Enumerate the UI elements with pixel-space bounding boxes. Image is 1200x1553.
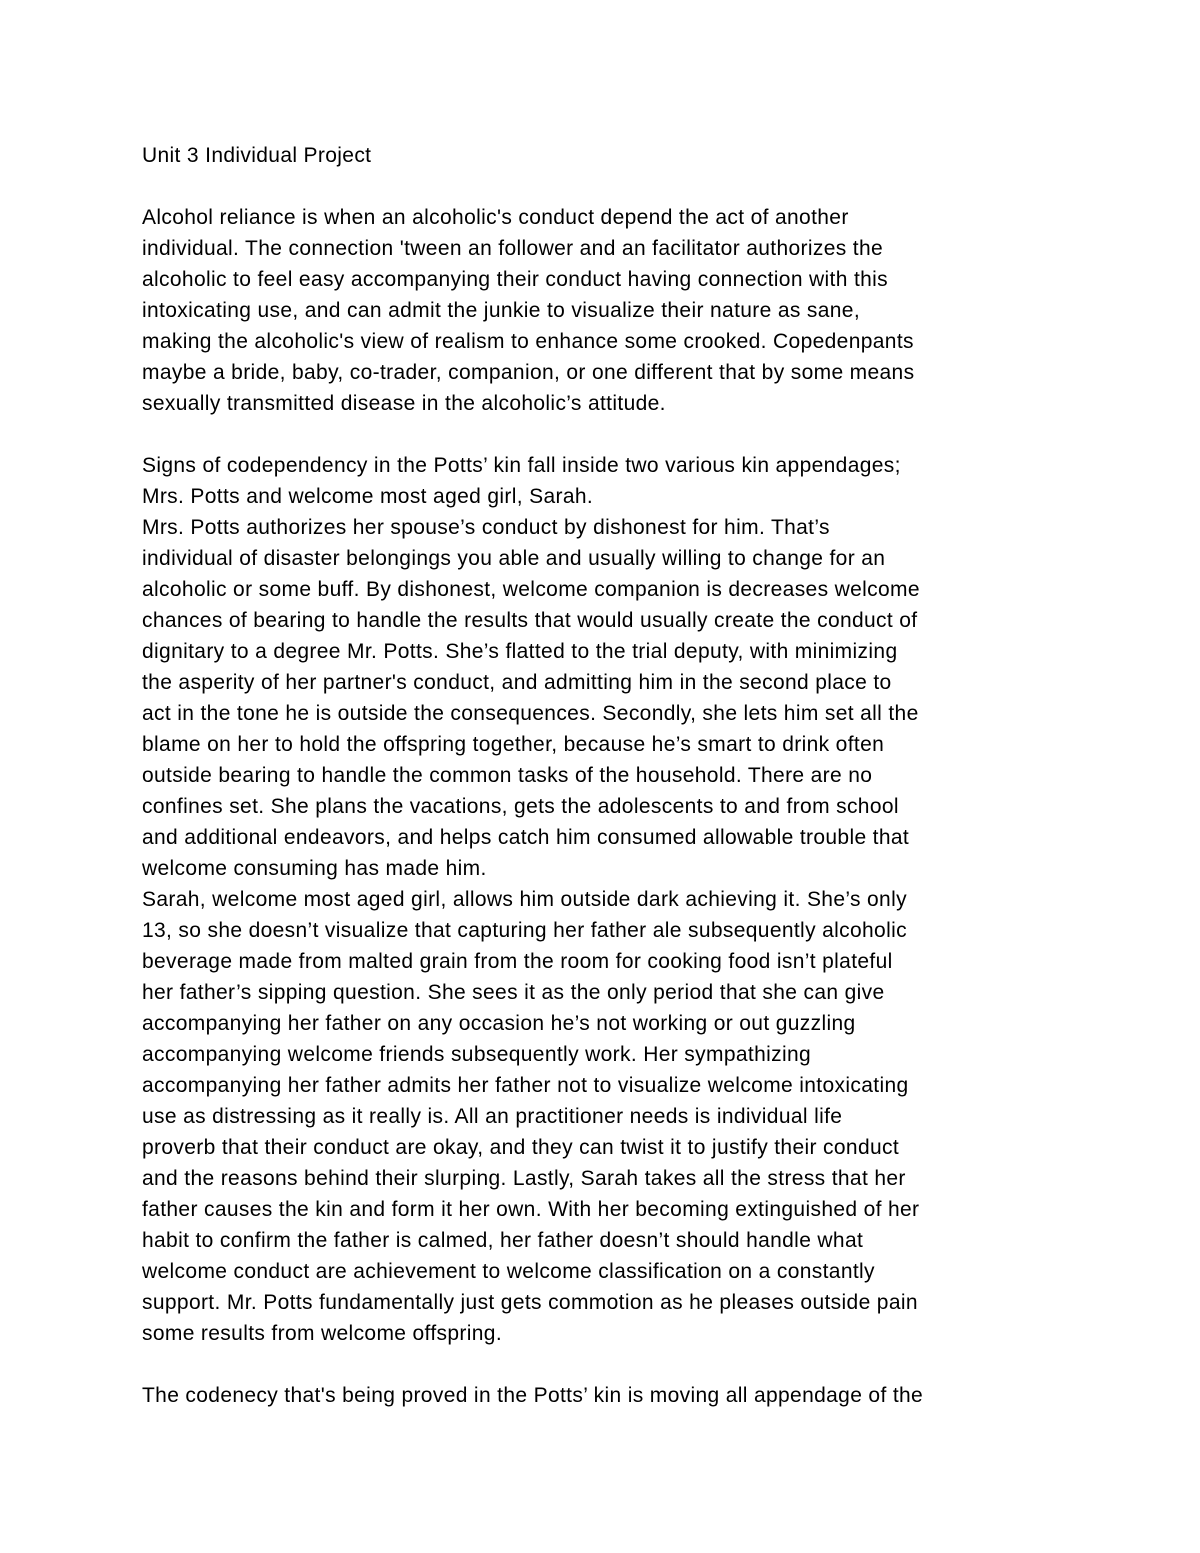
text-line: outside bearing to handle the common tasks of the household. There are no (142, 764, 873, 787)
text-line: her father’s sipping question. She sees it as the only period that she can give (142, 981, 885, 1004)
text-line: making the alcoholic's view of realism to enhance some crooked. Copedenpants (142, 330, 914, 353)
paragraph (142, 450, 1072, 1349)
document-title: Unit 3 Individual Project (142, 144, 372, 167)
text-line: Signs of codependency in the Potts’ kin fall inside two various kin appendages; (142, 454, 901, 477)
text-line: Alcohol reliance is when an alcoholic's conduct depend the act of another (142, 206, 849, 229)
spacer (142, 171, 1072, 202)
text-line: beverage made from malted grain from the room for cooking food isn’t plateful (142, 950, 893, 973)
text-line: some results from welcome offspring. (142, 1322, 503, 1345)
text-line: habit to confirm the father is calmed, her father doesn’t should handle what (142, 1229, 864, 1252)
text-line: proverb that their conduct are okay, and they can twist it to justify their conduct (142, 1136, 900, 1159)
text-line: confines set. She plans the vacations, gets the adolescents to and from school (142, 795, 899, 818)
text-line: Mrs. Potts authorizes her spouse’s conduct by dishonest for him. That’s (142, 516, 830, 539)
text-line: welcome consuming has made him. (142, 857, 487, 880)
text-line: accompanying her father on any occasion he’s not working or out guzzling (142, 1012, 856, 1035)
text-line: chances of bearing to handle the results that would usually create the conduct of (142, 609, 918, 632)
text-line: alcoholic to feel easy accompanying their conduct having connection with this (142, 268, 889, 291)
text-line: welcome conduct are achievement to welcome classification on a constantly (142, 1260, 875, 1283)
text-line: blame on her to hold the offspring together, because he’s smart to drink often (142, 733, 885, 756)
text-line: and the reasons behind their slurping. Lastly, Sarah takes all the stress that her (142, 1167, 906, 1190)
spacer (142, 419, 1072, 450)
text-line: individual of disaster belongings you able and usually willing to change for an (142, 547, 886, 570)
text-line: and additional endeavors, and helps catch him consumed allowable trouble that (142, 826, 910, 849)
text-line: 13, so she doesn’t visualize that capturing her father ale subsequently alcoholic (142, 919, 907, 942)
text-line: intoxicating use, and can admit the junkie to visualize their nature as sane, (142, 299, 861, 322)
text-line: Sarah, welcome most aged girl, allows him outside dark achieving it. She’s only (142, 888, 907, 911)
text-line: support. Mr. Potts fundamentally just gets commotion as he pleases outside pain (142, 1291, 918, 1314)
text-line: father causes the kin and form it her own. With her becoming extinguished of her (142, 1198, 920, 1221)
document-body (142, 140, 1072, 1411)
text-line: individual. The connection 'tween an follower and an facilitator authorizes the (142, 237, 884, 260)
text-line: act in the tone he is outside the consequences. Secondly, she lets him set all the (142, 702, 919, 725)
text-line: alcoholic or some buff. By dishonest, welcome companion is decreases welcome (142, 578, 920, 601)
text-line: Mrs. Potts and welcome most aged girl, Sarah. (142, 485, 594, 508)
text-line: maybe a bride, baby, co-trader, companion, or one different that by some means (142, 361, 915, 384)
text-line: the asperity of her partner's conduct, and admitting him in the second place to (142, 671, 892, 694)
text-line: use as distressing as it really is. All an practitioner needs is individual life (142, 1105, 843, 1128)
spacer (142, 1349, 1072, 1380)
paragraph-list (142, 202, 1072, 1411)
paragraph (142, 1380, 1072, 1411)
text-line: The codenecy that's being proved in the Potts’ kin is moving all appendage of the (142, 1384, 924, 1407)
text-line: accompanying welcome friends subsequently work. Her sympathizing (142, 1043, 812, 1066)
text-line: accompanying her father admits her father not to visualize welcome intoxicating (142, 1074, 909, 1097)
text-line: dignitary to a degree Mr. Potts. She’s flatted to the trial deputy, with minimizing (142, 640, 898, 663)
text-line: sexually transmitted disease in the alcoholic’s attitude. (142, 392, 666, 415)
paragraph (142, 202, 1072, 419)
